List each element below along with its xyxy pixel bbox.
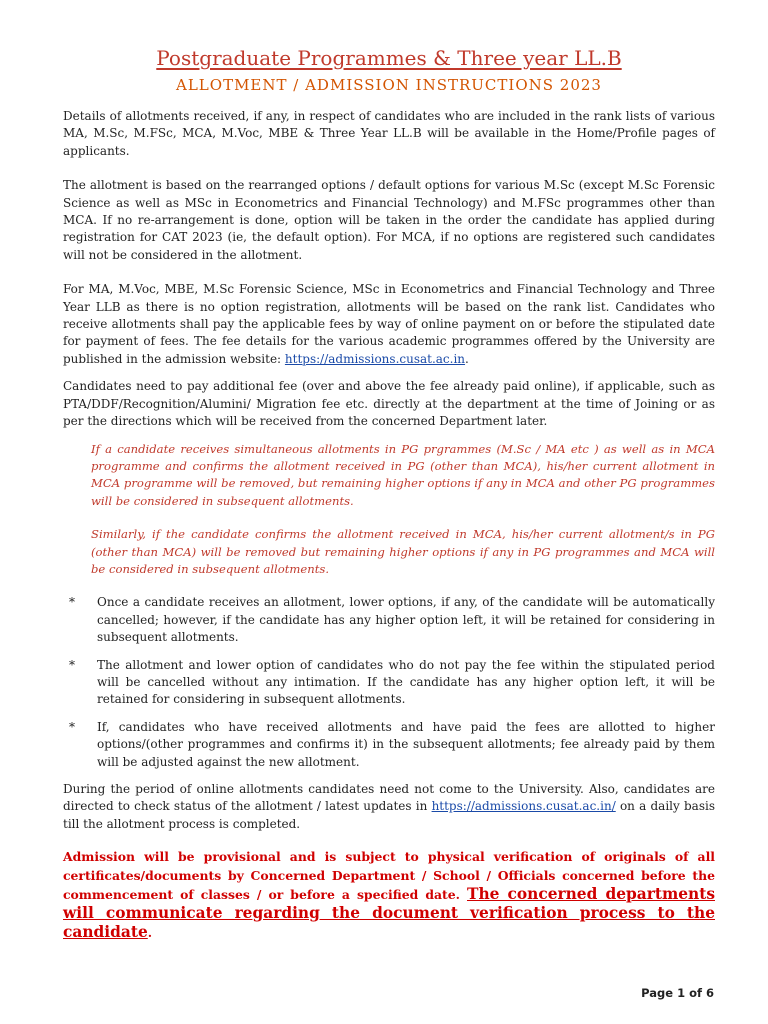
rank-list-text: For MA, M.Voc, MBE, M.Sc Forensic Science, MSc in Econometrics and Financial Technology and Three Year LLB as there is no option registration, allotments will be based on the rank list. Candidates who receive allotments shall pay the applicable fees by way of online payment on or before the stipulated date for payment of fees. The fee details for the various academic programmes offered by the University are published in the admission website: — [63, 282, 715, 366]
page-title: Postgraduate Programmes & Three year LL.B — [156, 46, 622, 70]
list-item — [63, 719, 715, 771]
note-simultaneous-allotments: If a candidate receives simultaneous allotments in PG prgrammes (M.Sc / MA etc ) as well as in MCA programme and confirms the allotment received in PG (other than MCA), his/her current allotment in MCA programme will be removed, but remaining higher options if any in MCA and other PG programmes will be considered in subsequent allotments. — [91, 441, 715, 508]
paragraph-rank-list — [63, 281, 715, 368]
allotment-rules-list — [63, 594, 715, 771]
paragraph-online-allotments — [63, 781, 715, 833]
verification-emphasis: The concerned departments will communicate regarding the document verification process to the candidate — [63, 885, 715, 942]
admission-text: Admission will be provisional and is subject to physical verification of originals of all certificates/documents by Concerned Department / School / Officials concerned before the commencement of classes / or before a specified date. — [63, 849, 715, 903]
rank-list-end: . — [465, 351, 469, 366]
paragraph-allotment-details: Details of allotments received, if any, in respect of candidates who are included in the rank lists of various MA, M.Sc, M.FSc, MCA, M.Voc, MBE & Three Year LL.B will be available in the Home/Profile pages of applicants. — [63, 109, 715, 158]
list-item-text: If, candidates who have received allotments and have paid the fees are allotted to higher options/(other programmes and confirms it) in the subsequent allotments; fee already paid by them will be adjusted against the new allotment. — [97, 719, 715, 769]
online-allotments-end: on a daily basis till the allotment process is completed. — [63, 799, 715, 831]
list-item — [63, 594, 715, 646]
list-item-text: The allotment and lower option of candidates who do not pay the fee within the stipulated period will be cancelled without any intimation. If the candidate has any higher option left, it will be retained for considering in subsequent allotments. — [97, 657, 715, 707]
admissions-updates-link[interactable]: https://admissions.cusat.ac.in/ — [431, 799, 616, 814]
paragraph-additional-fee: Candidates need to pay additional fee (over and above the fee already paid online), if applicable, such as PTA/DDF/Recognition/Alumini/ Migration fee etc. directly at the department at the time of Joining or as per the directions which will be received from the concerned Department later. — [63, 379, 715, 429]
note-mca-confirmation: Similarly, if the candidate confirms the allotment received in MCA, his/her current allotment/s in PG (other than MCA) will be removed but remaining higher options if any in PG programmes and MCA will be considered in subsequent allotments. — [91, 527, 715, 576]
bullet-mark: * — [69, 719, 75, 734]
paragraph-allotment-basis: The allotment is based on the rearranged options / default options for various M.Sc (except M.Sc Forensic Science as well as MSc in Econometrics and Financial Technology) and M.FSc programmes other than MCA. If no re-arrangement is done, option will be taken in the order the candidate has applied during registration for CAT 2023 (ie, the default option). For MCA, if no options are registered such candidates will not be considered in the allotment. — [63, 178, 715, 262]
list-item-text: Once a candidate receives an allotment, lower options, if any, of the candidate will be automatically cancelled; however, if the candidate has any higher option left, it will be retained for considering in subsequent allotments. — [97, 595, 715, 645]
page-subtitle: ALLOTMENT / ADMISSION INSTRUCTIONS 2023 — [176, 76, 602, 94]
admissions-website-link[interactable]: https://admissions.cusat.ac.in — [284, 351, 466, 366]
online-allotments-text: During the period of online allotments candidates need not come to the University. Also, candidates are directed to check status of the allotment / latest updates in — [63, 782, 715, 814]
page-number: Page 1 of 6 — [641, 986, 714, 1000]
bullet-mark: * — [69, 657, 75, 672]
bullet-mark: * — [69, 595, 75, 610]
list-item — [63, 657, 715, 709]
document-page — [63, 46, 715, 952]
admission-provisional-notice — [63, 847, 715, 942]
admission-end: . — [147, 925, 153, 941]
